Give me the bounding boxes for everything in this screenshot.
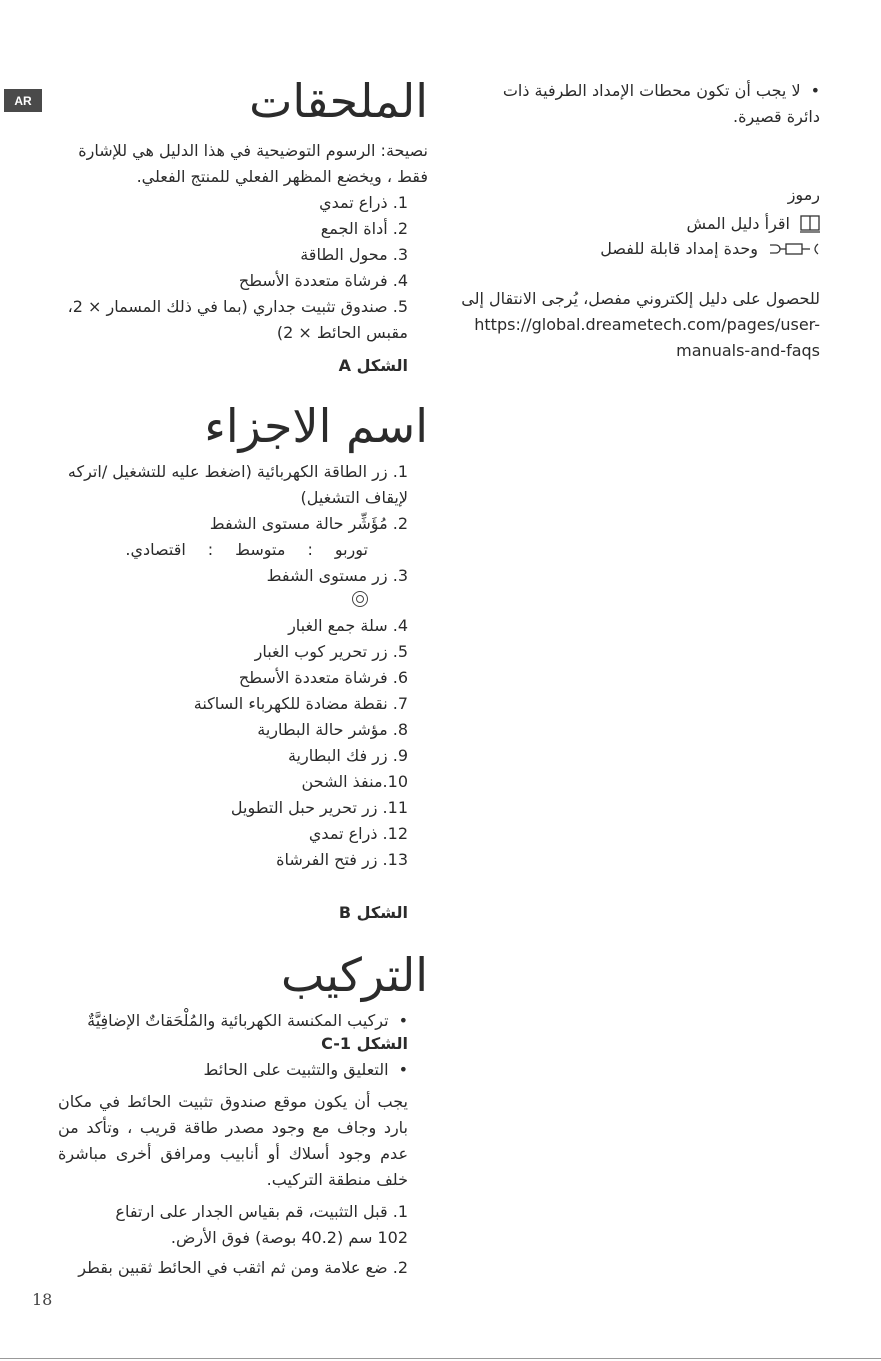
mode-turbo: توربو <box>334 540 368 559</box>
parts-title: اسم الاجزاء <box>204 399 428 453</box>
footer-divider <box>0 1358 881 1359</box>
list-item: 1. زر الطاقة الكهربائية (اضغط عليه للتشغيل /اتركه لإيقاف التشغيل) <box>67 462 408 507</box>
install-paragraph: يجب أن يكون موقع صندوق تثبيت الحائط في مكان بارد وجاف مع وجود مصدر طاقة قريب ، وتأكد من عدم وجود أسلاك أو أنابيب ومرافق أخرى مباشرة خلف منطقة التركيب. <box>58 1092 408 1189</box>
side-column <box>458 78 820 364</box>
install-step-2: 2. ضع علامة ومن ثم اثقب في الحائط ثقبين بقطر <box>78 1258 408 1277</box>
list-item: 4. سلة جمع الغبار <box>288 616 408 635</box>
list-item: 2. مُؤَشِّر حالة مستوى الشفط <box>209 514 408 533</box>
installation-title: التركيب <box>280 948 428 1002</box>
figure-a-label: الشكل A <box>338 356 408 375</box>
symbol-manual-label: اقرأ دليل المش <box>686 214 790 233</box>
list-item: 1. ذراع تمدي <box>319 193 408 212</box>
list-item: 11. زر تحرير حبل التطويل <box>230 798 408 817</box>
mode-eco: اقتصادي. <box>125 540 186 559</box>
install-bullet-wall: • التعليق والتثبيت على الحائط <box>55 1057 428 1083</box>
power-supply-icon <box>768 242 820 256</box>
list-item: 3. محول الطاقة <box>300 245 408 264</box>
language-badge: AR <box>4 89 42 112</box>
list-item: 4. فرشاة متعددة الأسطح <box>238 271 408 290</box>
figure-b-label: الشكل B <box>338 903 408 922</box>
accessories-list <box>55 190 428 346</box>
main-column <box>55 74 428 1281</box>
parts-list <box>55 459 428 873</box>
warning-note: • لا يجب أن تكون محطات الإمداد الطرفية ذات دائرة قصيرة. <box>458 78 820 130</box>
list-item: 5. زر تحرير كوب الغبار <box>254 642 408 661</box>
suction-button-icon <box>352 591 368 607</box>
symbol-power-label: وحدة إمداد قابلة للفصل <box>600 239 758 258</box>
list-item: 6. فرشاة متعددة الأسطح <box>238 668 408 687</box>
mode-separator: : <box>207 540 214 559</box>
symbols-title: رموز <box>787 185 820 204</box>
list-item: 3. زر مستوى الشفط <box>266 566 408 585</box>
mode-medium: متوسط <box>235 540 286 559</box>
suction-modes <box>55 537 408 563</box>
list-item: 2. أداة الجمع <box>320 219 408 238</box>
mode-separator: : <box>307 540 313 559</box>
list-item: 12. ذراع تمدي <box>308 824 408 843</box>
accessories-tip: نصيحة: الرسوم التوضيحية في هذا الدليل هي للإشارة فقط ، ويخضع المظهر الفعلي للمنتج الفعلي. <box>78 141 428 186</box>
list-item: 8. مؤشر حالة البطارية <box>257 720 408 739</box>
figure-c1-label: الشكل C-1 <box>321 1034 408 1053</box>
symbol-row-manual <box>458 214 820 233</box>
list-item <box>55 589 408 613</box>
accessories-title: الملحقات <box>249 74 428 128</box>
online-manual-text: للحصول على دليل إلكتروني مفصل، يُرجى الانتقال إلى <box>461 289 820 308</box>
list-item: 13. زر فتح الفرشاة <box>276 850 408 869</box>
list-item: 9. زر فك البطارية <box>287 746 408 765</box>
list-item: 10.منفذ الشحن <box>301 772 408 791</box>
install-bullet-accessories: • تركيب المكنسة الكهربائية والمُلْحَقاتٌ الإضافِيَّةٌ <box>55 1008 428 1034</box>
list-item: 7. نقطة مضادة للكهرباء الساكنة <box>193 694 408 713</box>
manual-url[interactable]: https://global.dreametech.com/pages/user-manuals-and-faqs <box>474 315 820 360</box>
symbol-row-power <box>458 239 820 258</box>
install-step-1: 1. قبل التثبيت، قم بقياس الجدار على ارتفاع 102 سم (40.2 بوصة) فوق الأرض. <box>115 1202 408 1247</box>
list-item: 5. صندوق تثبيت جداري (بما في ذلك المسمار × 2، مقبس الحائط × 2) <box>67 297 408 342</box>
book-icon <box>800 215 820 233</box>
page-number: 18 <box>32 1290 53 1309</box>
